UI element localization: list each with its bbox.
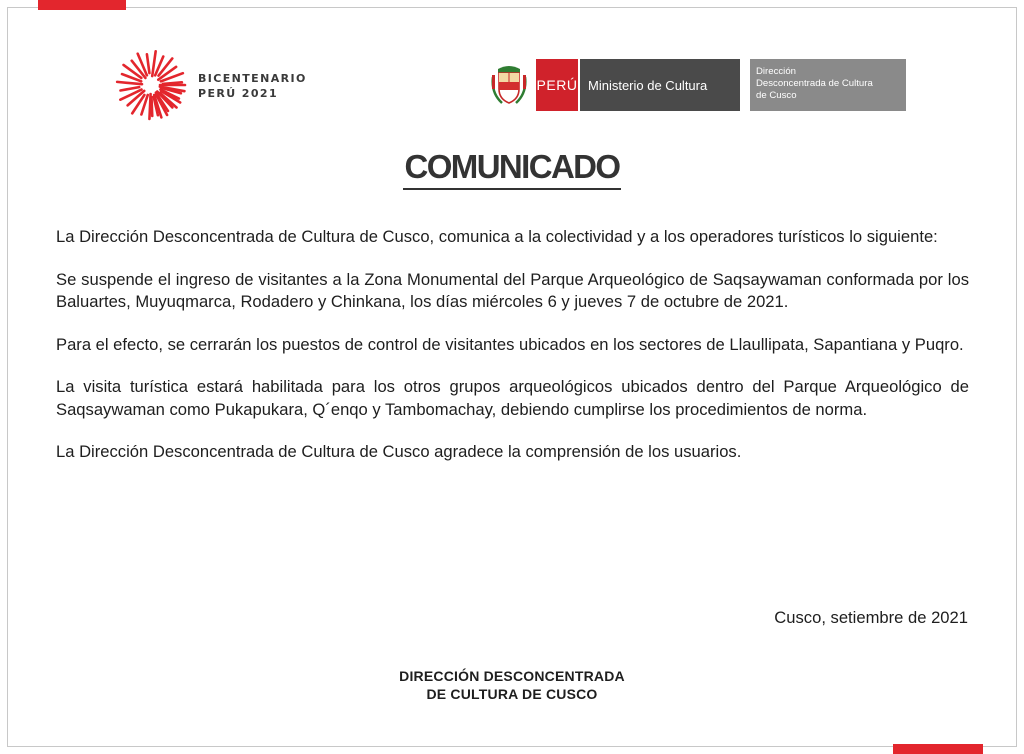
- signature-line: DE CULTURA DE CUSCO: [426, 686, 598, 702]
- coat-of-arms-icon: [490, 63, 528, 107]
- document-title-wrap: [0, 148, 1024, 190]
- paragraph: Se suspende el ingreso de visitantes a la Zona Monumental del Parque Arqueológico de Saqsaywaman conformada por los Baluartes, Muyuqmarca, Rodadero y Chinkana, los días miércoles 6 y jueves 7 de octubre de 2021.: [56, 269, 969, 311]
- sunburst-ray: [117, 82, 142, 84]
- bicentenario-logo: [112, 46, 312, 124]
- paragraph: Para el efecto, se cerrarán los puestos de control de visitantes ubicados en los sectores de Llaullipata, Sapantiana y Puqro.: [56, 334, 964, 354]
- paragraph: La visita turística estará habilitada para los otros grupos arqueológicos ubicados dentro del Parque Arqueológico de Saqsaywaman como Pukapukara, Q´enqo y Tambomachay, debiendo cumplirse los procedimientos de norma.: [56, 377, 969, 419]
- direccion-line: Desconcentrada de Cultura: [756, 78, 873, 89]
- sunburst-ray: [151, 97, 152, 116]
- sunburst-ray: [163, 82, 182, 84]
- document-title: COMUNICADO: [403, 148, 622, 190]
- direccion-label: [750, 59, 906, 111]
- bottom-accent-bar: [893, 744, 983, 754]
- peru-label: PERÚ: [536, 59, 578, 111]
- bicentenario-line2: PERÚ 2021: [198, 87, 279, 100]
- signature-line: DIRECCIÓN DESCONCENTRADA: [399, 668, 625, 684]
- direccion-line: de Cusco: [756, 90, 797, 101]
- direccion-line: Dirección: [756, 66, 796, 77]
- paragraph: La Dirección Desconcentrada de Cultura de Cusco agradece la comprensión de los usuarios.: [56, 442, 742, 461]
- sunburst-ray: [120, 87, 139, 90]
- bicentenario-text: [198, 71, 307, 101]
- bicentenario-line1: BICENTENARIO: [198, 72, 307, 85]
- ministerio-label: Ministerio de Cultura: [580, 59, 740, 111]
- top-accent-bar: [38, 0, 126, 10]
- signature-block: [0, 667, 1024, 703]
- paragraph: La Dirección Desconcentrada de Cultura de Cusco, comunica a la colectividad y a los operadores turísticos lo siguiente:: [56, 227, 938, 246]
- sunburst-logo-icon: [112, 46, 190, 124]
- document-body: [56, 226, 969, 464]
- place-date: Cusco, setiembre de 2021: [774, 608, 968, 627]
- sunburst-ray: [147, 54, 149, 73]
